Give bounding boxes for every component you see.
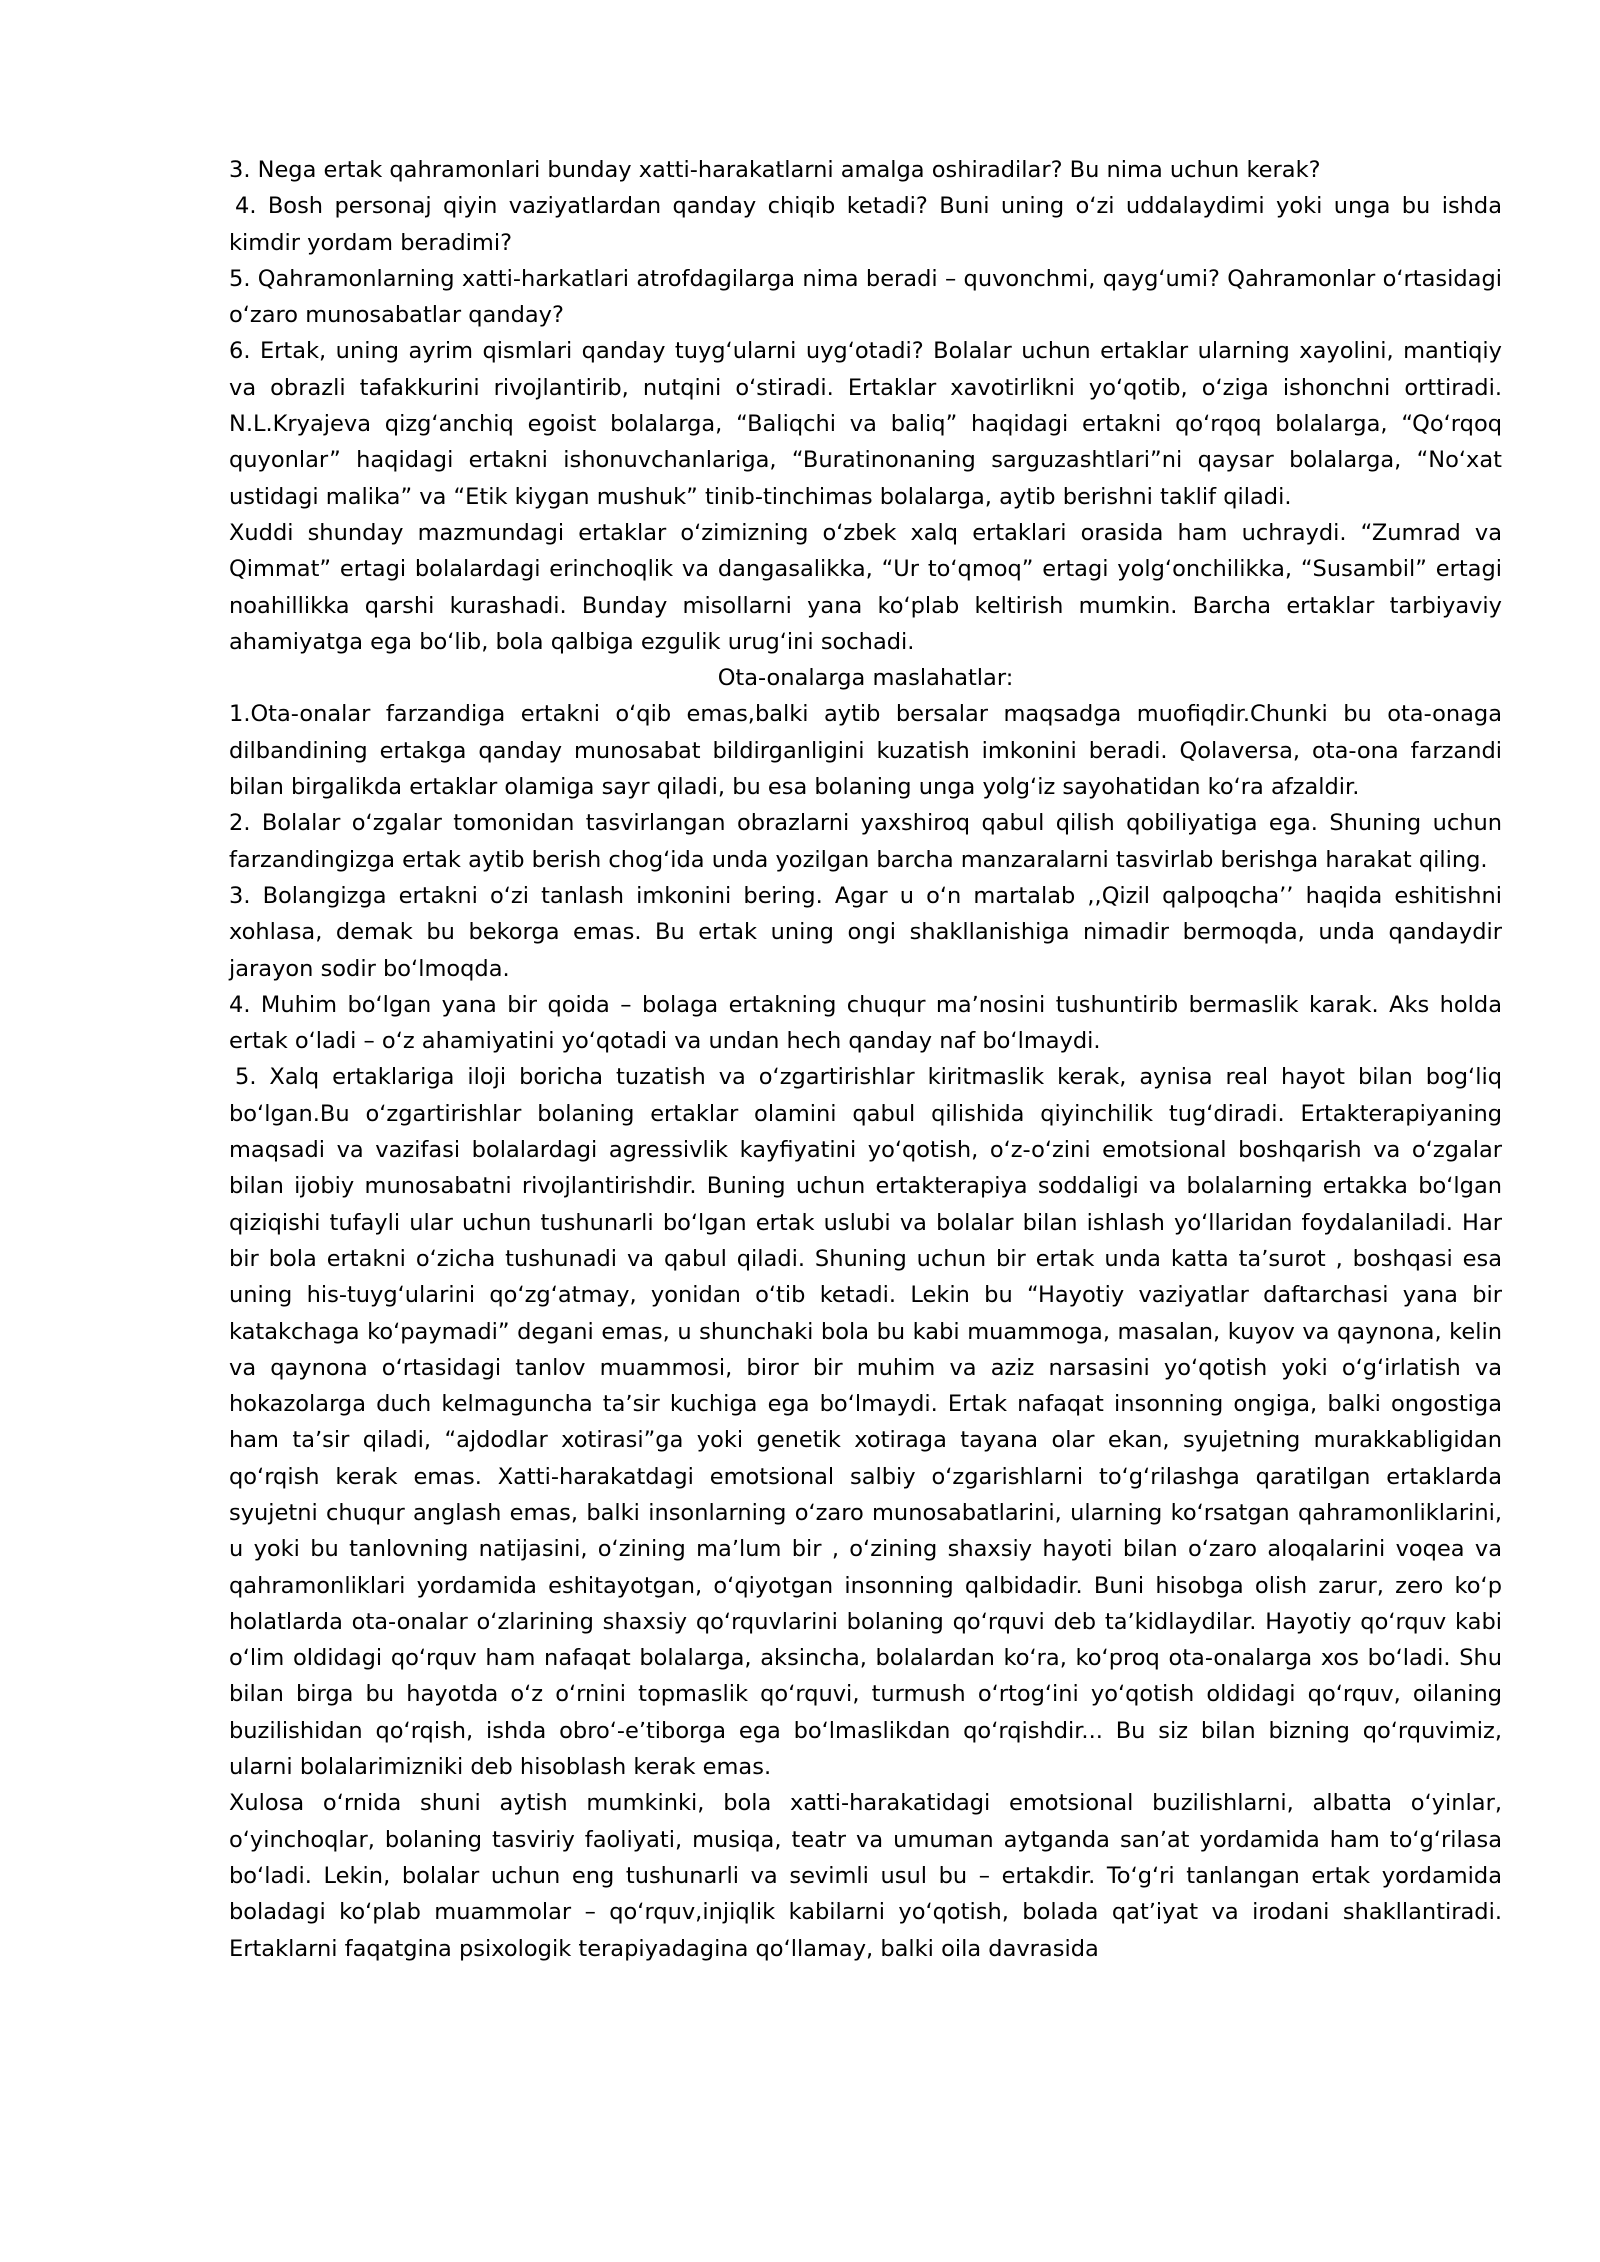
paragraph-question-3: 3. Nega ertak qahramonlari bunday xatti-harakatlarni amalga oshiradilar? Bu nima uchun kerak? [229,157,1321,183]
paragraph-uzbek-tales: Xuddi shunday mazmundagi ertaklar oʻzimizning oʻzbek xalq ertaklari orasida ham uchraydi. “Zumrad va Qimmat” ertagi bolalardagi erinchoqlik va dangasalikka, “Ur toʻqmoq” ertagi yolgʻonchilikka, “Susambil” ertagi noahillikka qarshi kurashadi. Bunday misollarni yana koʻplab keltirish mumkin. Barcha ertaklar tarbiyaviy ahamiyatga ega boʻlib, bola qalbiga ezgulik urugʻini sochadi. [229,519,1502,655]
advice-item-3: 3. Bolangizga ertakni oʻzi tanlash imkonini bering. Agar u oʻn martalab ,,Qizil qalpoqcha’’ haqida eshitishni xohlasa, demak bu bekorga emas. Bu ertak uning ongi shakllanishiga nimadir bermoqda, unda qandaydir jarayon sodir boʻlmoqda. [229,882,1502,982]
paragraph-question-5: 5. Qahramonlarning xatti-harkatlari atrofdagilarga nima beradi – quvonchmi, qaygʻumi? Qahramonlar oʻrtasidagi oʻzaro munosabatlar qanday? [229,265,1502,329]
advice-item-5: 5. Xalq ertaklariga iloji boricha tuzatish va oʻzgartirishlar kiritmaslik kerak, aynisa real hayot bilan bogʻliq boʻlgan.Bu oʻzgartirishlar bolaning ertaklar olamini qabul qilishida qiyinchilik tugʻdiradi. Ertakterapiyaning maqsadi va vazifasi bolalardagi agressivlik kayfiyatini yoʻqotish, oʻz-oʻzini emotsional boshqarish va oʻzgalar bilan ijobiy munosabatni rivojlantirishdir. Buning uchun ertakterapiya soddaligi va bolalarning ertakka boʻlgan qiziqishi tufayli ular uchun tushunarli boʻlgan ertak uslubi va bolalar bilan ishlash yoʻllaridan foydalaniladi. Har bir bola ertakni oʻzicha tushunadi va qabul qiladi. Shuning uchun bir ertak unda katta taʼsurot , boshqasi esa uning his-tuygʻularini qoʻzgʻatmay, yonidan oʻtib ketadi. Lekin bu “Hayotiy vaziyatlar daftarchasi yana bir katakchaga koʻpaymadi” degani emas, u shunchaki bola bu kabi muammoga, masalan, kuyov va qaynona, kelin va qaynona oʻrtasidagi tanlov muammosi, biror bir muhim va aziz narsasini yoʻqotish yoki oʻgʻirlatish va hokazolarga duch kelmaguncha taʼsir kuchiga ega boʻlmaydi. Ertak nafaqat insonning ongiga, balki ongostiga ham taʼsir qiladi, “ajdodlar xotirasi”ga yoki genetik xotiraga tayana olar ekan, syujetning murakkabligidan qoʻrqish kerak emas. Xatti-harakatdagi emotsional salbiy oʻzgarishlarni toʻgʻrilashga qaratilgan ertaklarda syujetni chuqur anglash emas, balki insonlarning oʻzaro munosabatlarini, ularning koʻrsatgan qahramonliklarini, u yoki bu tanlovning natijasini, oʻzining maʼlum bir , oʻzining shaxsiy hayoti bilan oʻzaro aloqalarini voqea va qahramonliklari yordamida eshitayotgan, oʻqiyotgan insonning qalbidadir. Buni hisobga olish zarur, zero koʻp holatlarda ota-onalar oʻzlarining shaxsiy qoʻrquvlarini bolaning qoʻrquvi deb taʼkidlaydilar. Hayotiy qoʻrquv kabi oʻlim oldidagi qoʻrquv ham nafaqat bolalarga, aksincha, bolalardan koʻra, koʻproq ota-onalarga xos boʻladi. Shu bilan birga bu hayotda oʻz oʻrnini topmaslik qoʻrquvi, turmush oʻrtogʻini yoʻqotish oldidagi qoʻrquv, oilaning buzilishidan qoʻrqish, ishda obroʻ-eʼtiborga ega boʻlmaslikdan qoʻrqishdir... Bu siz bilan bizning qoʻrquvimiz, ularni bolalarimizniki deb hisoblash kerak emas. [229,1064,1502,1781]
advice-item-1: 1.Ota-onalar farzandiga ertakni oʻqib emas,balki aytib bersalar maqsadga muofiqdir.Chunki bu ota-onaga dilbandining ertakga qanday munosabat bildirganligini kuzatish imkonini beradi. Qolaversa, ota-ona farzandi bilan birgalikda ertaklar olamiga sayr qiladi, bu esa bolaning unga yolgʻiz sayohatidan koʻra afzaldir. [229,701,1502,801]
advice-item-2: 2. Bolalar oʻzgalar tomonidan tasvirlangan obrazlarni yaxshiroq qabul qilish qobiliyatiga ega. Shuning uchun farzandingizga ertak aytib berish chogʻida unda yozilgan barcha manzaralarni tasvirlab berishga harakat qiling. [229,810,1502,873]
conclusion-paragraph: Xulosa oʻrnida shuni aytish mumkinki, bola xatti-harakatidagi emotsional buzilishlarni, albatta oʻyinlar, oʻyinchoqlar, bolaning tasviriy faoliyati, musiqa, teatr va umuman aytganda sanʼat yordamida ham toʻgʻrilasa boʻladi. Lekin, bolalar uchun eng tushunarli va sevimli usul bu – ertakdir. Toʻgʻri tanlangan ertak yordamida boladagi koʻplab muammolar – qoʻrquv,injiqlik kabilarni yoʻqotish, bolada qatʼiyat va irodani shakllantiradi. Ertaklarni faqatgina psixologik terapiyadagina qoʻllamay, balki oila davrasida [229,1790,1502,1962]
paragraph-question-4: 4. Bosh personaj qiyin vaziyatlardan qanday chiqib ketadi? Buni uning oʻzi uddalaydimi yoki unga bu ishda kimdir yordam beradimi? [229,193,1502,256]
paragraph-question-6: 6. Ertak, uning ayrim qismlari qanday tuygʻularni uygʻotadi? Bolalar uchun ertaklar ularning xayolini, mantiqiy va obrazli tafakkurini rivojlantirib, nutqini oʻstiradi. Ertaklar xavotirlikni yoʻqotib, oʻziga ishonchni orttiradi. N.L.Kryajeva qizgʻanchiq egoist bolalarga, “Baliqchi va baliq” haqidagi ertakni qoʻrqoq bolalarga, “Qoʻrqoq quyonlar” haqidagi ertakni ishonuvchanlariga, “Buratinonaning sarguzashtlari”ni qaysar bolalarga, “Noʻxat ustidagi malika” va “Etik kiygan mushuk” tinib-tinchimas bolalarga, aytib berishni taklif qiladi. [229,338,1502,510]
advice-item-4: 4. Muhim boʻlgan yana bir qoida – bolaga ertakning chuqur maʼnosini tushuntirib bermaslik karak. Aks holda ertak oʻladi – oʻz ahamiyatini yoʻqotadi va undan hech qanday naf boʻlmaydi. [229,991,1502,1055]
section-heading: Ota-onalarga maslahatlar: [717,665,1014,692]
